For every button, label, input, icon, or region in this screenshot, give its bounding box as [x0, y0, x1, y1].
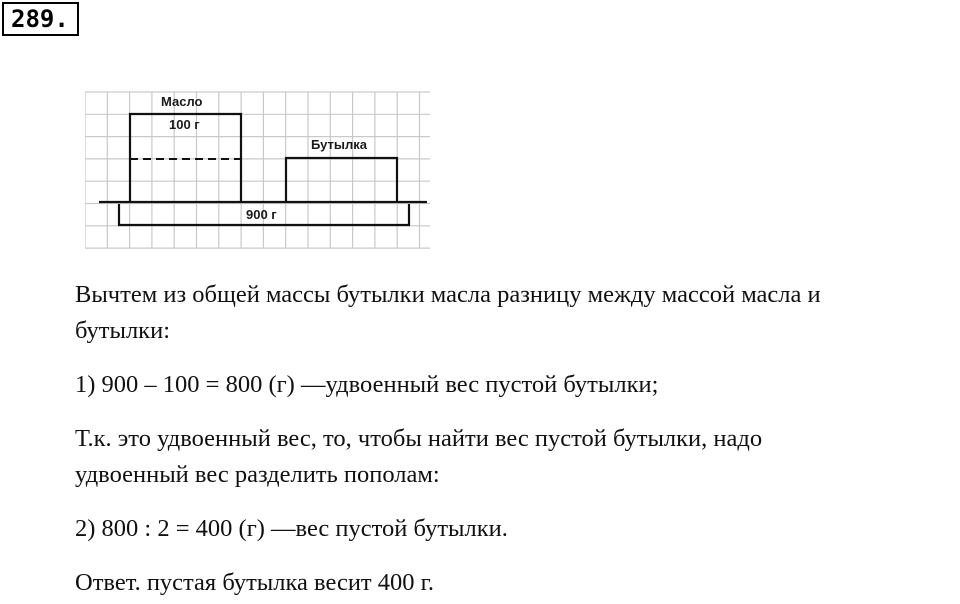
- grid-diagram: [85, 86, 430, 256]
- bottle-bar: [286, 158, 397, 202]
- paragraph-intro: [75, 277, 821, 349]
- bottle-label: Бутылка: [311, 137, 368, 152]
- oil-label: Масло: [161, 94, 203, 109]
- task-number: 289.: [2, 2, 79, 36]
- paragraph-intro-line-1: Вычтем из общей массы бутылки масла разницу между массой масла и: [75, 281, 821, 308]
- paragraph-explanation: [75, 421, 762, 493]
- oil-mass-label: 100 г: [169, 117, 200, 132]
- paragraph-explanation-line-2: удвоенный вес разделить пополам:: [75, 461, 440, 488]
- answer: Ответ. пустая бутылка весит 400 г.: [75, 569, 435, 596]
- step-1: 1) 900 – 100 = 800 (г) —удвоенный вес пустой бутылки;: [75, 371, 659, 398]
- total-mass-label: 900 г: [246, 207, 277, 222]
- paragraph-intro-line-2: бутылки:: [75, 317, 170, 344]
- step-2: 2) 800 : 2 = 400 (г) —вес пустой бутылки.: [75, 515, 508, 542]
- paragraph-explanation-line-1: Т.к. это удвоенный вес, то, чтобы найти вес пустой бутылки, надо: [75, 425, 763, 452]
- diagram-svg: [85, 86, 430, 256]
